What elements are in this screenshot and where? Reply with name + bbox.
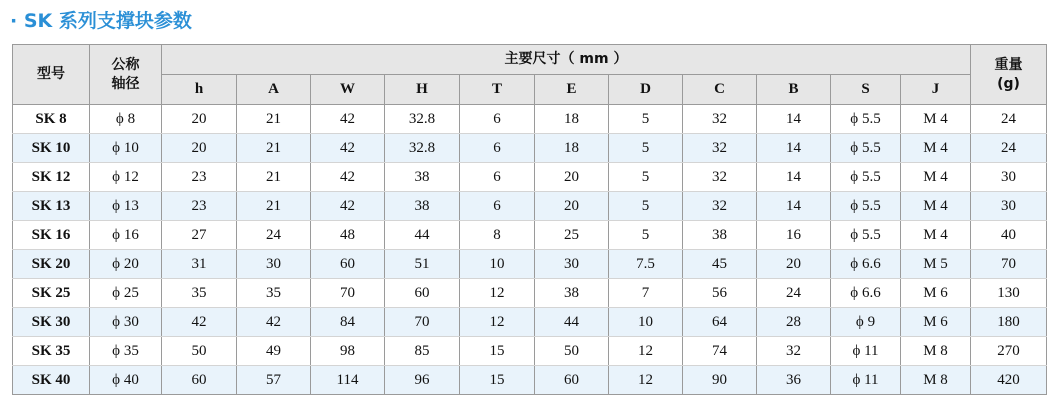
page-title: · SK 系列支撑块参数 [10,10,192,32]
cell-shaft-diameter: ϕ 12 [90,163,162,192]
cell-w: 70 [311,279,385,308]
cell-model: SK 35 [13,337,90,366]
cell-t: 10 [460,250,535,279]
cell-c: 32 [683,163,757,192]
table-row [13,308,1047,337]
cell-shaft-diameter: ϕ 13 [90,192,162,221]
cell-e: 38 [535,279,609,308]
cell-h-height: 38 [385,192,460,221]
cell-w: 42 [311,163,385,192]
cell-b: 20 [757,250,831,279]
cell-h-height: 32.8 [385,105,460,134]
header-dim-a: A [237,75,311,105]
header-model: 型号 [13,45,90,105]
cell-e: 20 [535,192,609,221]
cell-h: 31 [162,250,237,279]
cell-s: ϕ 11 [831,337,901,366]
cell-d: 5 [609,163,683,192]
cell-b: 24 [757,279,831,308]
cell-weight: 40 [971,221,1047,250]
cell-j: M 4 [901,192,971,221]
cell-a: 24 [237,221,311,250]
cell-b: 14 [757,163,831,192]
table-row [13,105,1047,134]
cell-t: 12 [460,308,535,337]
cell-model: SK 40 [13,366,90,395]
sk-spec-table [12,44,1047,395]
cell-h: 60 [162,366,237,395]
cell-t: 6 [460,192,535,221]
header-shaft-line1: 公称 [111,56,140,73]
cell-j: M 4 [901,221,971,250]
cell-b: 36 [757,366,831,395]
cell-a: 49 [237,337,311,366]
header-dim-t: T [460,75,535,105]
cell-j: M 4 [901,105,971,134]
cell-h-height: 60 [385,279,460,308]
cell-c: 38 [683,221,757,250]
cell-t: 6 [460,105,535,134]
cell-s: ϕ 5.5 [831,192,901,221]
header-dim-h: h [162,75,237,105]
cell-a: 21 [237,163,311,192]
cell-b: 14 [757,105,831,134]
cell-s: ϕ 9 [831,308,901,337]
cell-h: 20 [162,105,237,134]
cell-c: 32 [683,105,757,134]
cell-b: 14 [757,134,831,163]
header-dim-h: H [385,75,460,105]
cell-c: 56 [683,279,757,308]
table-row [13,134,1047,163]
header-shaft-line2: 轴径 [111,75,140,92]
cell-model: SK 16 [13,221,90,250]
cell-shaft-diameter: ϕ 20 [90,250,162,279]
cell-d: 10 [609,308,683,337]
cell-weight: 270 [971,337,1047,366]
header-dim-c: C [683,75,757,105]
cell-s: ϕ 5.5 [831,163,901,192]
cell-weight: 30 [971,163,1047,192]
cell-h: 27 [162,221,237,250]
cell-weight: 30 [971,192,1047,221]
header-dim-s: S [831,75,901,105]
header-weight-line1: 重量 [994,56,1023,73]
cell-model: SK 8 [13,105,90,134]
cell-w: 60 [311,250,385,279]
cell-b: 28 [757,308,831,337]
cell-d: 7.5 [609,250,683,279]
cell-model: SK 30 [13,308,90,337]
cell-d: 5 [609,105,683,134]
cell-c: 74 [683,337,757,366]
cell-c: 32 [683,192,757,221]
cell-s: ϕ 11 [831,366,901,395]
cell-t: 6 [460,134,535,163]
cell-j: M 4 [901,134,971,163]
cell-h-height: 51 [385,250,460,279]
table-row [13,192,1047,221]
cell-a: 21 [237,134,311,163]
cell-weight: 70 [971,250,1047,279]
cell-t: 15 [460,366,535,395]
cell-j: M 6 [901,308,971,337]
cell-weight: 130 [971,279,1047,308]
cell-h: 23 [162,192,237,221]
cell-w: 42 [311,192,385,221]
table-row [13,163,1047,192]
cell-shaft-diameter: ϕ 8 [90,105,162,134]
cell-a: 21 [237,192,311,221]
dimension-header-row [13,75,1047,105]
table-body [13,105,1047,395]
cell-e: 18 [535,134,609,163]
cell-w: 98 [311,337,385,366]
cell-weight: 24 [971,105,1047,134]
cell-t: 8 [460,221,535,250]
cell-model: SK 25 [13,279,90,308]
cell-t: 6 [460,163,535,192]
header-weight-line2: (g) [997,75,1020,92]
cell-a: 30 [237,250,311,279]
cell-c: 45 [683,250,757,279]
table-row [13,366,1047,395]
cell-a: 35 [237,279,311,308]
cell-shaft-diameter: ϕ 25 [90,279,162,308]
cell-j: M 5 [901,250,971,279]
cell-shaft-diameter: ϕ 16 [90,221,162,250]
table-row [13,250,1047,279]
cell-d: 5 [609,221,683,250]
cell-d: 12 [609,366,683,395]
cell-e: 44 [535,308,609,337]
cell-weight: 420 [971,366,1047,395]
cell-h: 42 [162,308,237,337]
cell-e: 18 [535,105,609,134]
cell-d: 5 [609,134,683,163]
cell-h-height: 38 [385,163,460,192]
cell-e: 30 [535,250,609,279]
cell-shaft-diameter: ϕ 35 [90,337,162,366]
cell-h: 35 [162,279,237,308]
cell-model: SK 20 [13,250,90,279]
cell-d: 5 [609,192,683,221]
cell-a: 21 [237,105,311,134]
cell-e: 20 [535,163,609,192]
header-dim-b: B [757,75,831,105]
cell-w: 42 [311,134,385,163]
header-dim-w: W [311,75,385,105]
cell-d: 7 [609,279,683,308]
cell-w: 114 [311,366,385,395]
cell-e: 60 [535,366,609,395]
cell-b: 14 [757,192,831,221]
cell-h: 23 [162,163,237,192]
cell-h-height: 96 [385,366,460,395]
cell-w: 42 [311,105,385,134]
table-row [13,221,1047,250]
cell-shaft-diameter: ϕ 30 [90,308,162,337]
cell-h-height: 85 [385,337,460,366]
cell-shaft-diameter: ϕ 10 [90,134,162,163]
cell-c: 90 [683,366,757,395]
cell-h-height: 44 [385,221,460,250]
cell-w: 84 [311,308,385,337]
cell-b: 32 [757,337,831,366]
header-dim-e: E [535,75,609,105]
cell-b: 16 [757,221,831,250]
cell-h-height: 70 [385,308,460,337]
cell-c: 64 [683,308,757,337]
cell-a: 57 [237,366,311,395]
cell-h: 20 [162,134,237,163]
cell-d: 12 [609,337,683,366]
cell-s: ϕ 5.5 [831,221,901,250]
cell-j: M 8 [901,366,971,395]
cell-model: SK 10 [13,134,90,163]
cell-e: 25 [535,221,609,250]
cell-s: ϕ 6.6 [831,250,901,279]
cell-a: 42 [237,308,311,337]
cell-model: SK 13 [13,192,90,221]
table-row [13,279,1047,308]
cell-s: ϕ 5.5 [831,105,901,134]
header-weight [971,45,1047,105]
table-row [13,337,1047,366]
cell-shaft-diameter: ϕ 40 [90,366,162,395]
table-header [13,45,1047,105]
cell-j: M 8 [901,337,971,366]
header-dim-d: D [609,75,683,105]
cell-j: M 6 [901,279,971,308]
cell-s: ϕ 5.5 [831,134,901,163]
cell-e: 50 [535,337,609,366]
header-main-dimensions: 主要尺寸（ mm ） [162,45,971,75]
cell-h: 50 [162,337,237,366]
cell-w: 48 [311,221,385,250]
cell-h-height: 32.8 [385,134,460,163]
cell-j: M 4 [901,163,971,192]
cell-t: 15 [460,337,535,366]
cell-c: 32 [683,134,757,163]
header-nominal-shaft-diameter [90,45,162,105]
cell-weight: 180 [971,308,1047,337]
cell-weight: 24 [971,134,1047,163]
header-dim-j: J [901,75,971,105]
cell-s: ϕ 6.6 [831,279,901,308]
cell-t: 12 [460,279,535,308]
cell-model: SK 12 [13,163,90,192]
